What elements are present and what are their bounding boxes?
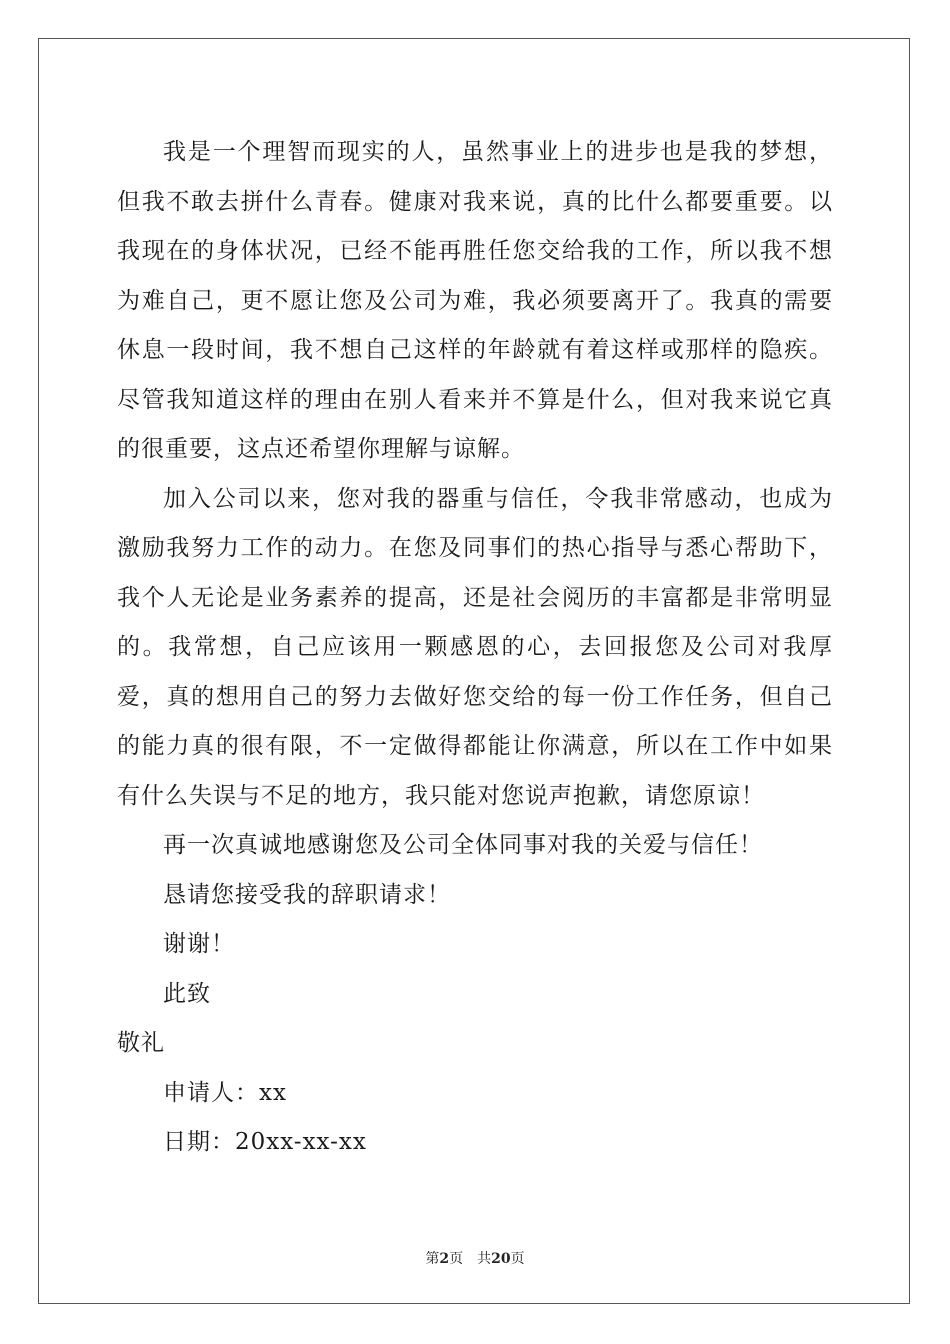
total-prefix: 共 xyxy=(477,1251,492,1267)
letter-body xyxy=(117,128,833,1168)
paragraph-thanks-again: 再一次真诚地感谢您及公司全体同事对我的关爱与信任！ xyxy=(163,832,763,858)
paragraph-gratitude: 加入公司以来，您对我的器重与信任，令我非常感动，也成为激励我努力工作的动力。在您及同事们的热心指导与悉心帮助下，我个人无论是业务素养的提高，还是社会阅历的丰富都是非常明显的。我常想，自己应该用一颗感恩的心，去回报您及公司对我厚爱，真的想用自己的努力去做好您交给的每一份工作任务，但自己的能力真的很有限，不一定做得都能让你满意，所以在工作中如果有什么失误与不足的地方，我只能对您说声抱歉，请您原谅！ xyxy=(117,485,833,809)
closing-phrase: 此致 xyxy=(163,980,211,1007)
paragraph-thank-you: 谢谢！ xyxy=(163,931,235,957)
page-prefix: 第 xyxy=(425,1251,440,1267)
paragraph-health-reason: 我是一个理智而现实的人，虽然事业上的进步也是我的梦想，但我不敢去拼什么青春。健康对我来说，真的比什么都要重要。以我现在的身体状况，已经不能再胜任您交给我的工作，所以我不想为难自己，更不愿让您及公司为难，我必须要离开了。我真的需要休息一段时间，我不想自己这样的年龄就有着这样或那样的隐疾。尽管我知道这样的理由在别人看来并不算是什么，但对我来说它真的很重要，这点还希望你理解与谅解。 xyxy=(117,139,833,462)
page-current: 2 xyxy=(439,1251,450,1267)
page-number-label xyxy=(425,1251,463,1267)
page-footer xyxy=(0,1248,950,1268)
page-total-label xyxy=(477,1251,524,1267)
applicant-line: 申请人：xx xyxy=(163,1079,287,1106)
total-suffix: 页 xyxy=(510,1251,525,1267)
page-suffix: 页 xyxy=(449,1251,464,1267)
page-total: 20 xyxy=(491,1251,511,1267)
date-line: 日期：20xx-xx-xx xyxy=(163,1129,367,1155)
salutation: 敬礼 xyxy=(117,1030,165,1056)
paragraph-request: 恳请您接受我的辞职请求！ xyxy=(163,881,451,908)
